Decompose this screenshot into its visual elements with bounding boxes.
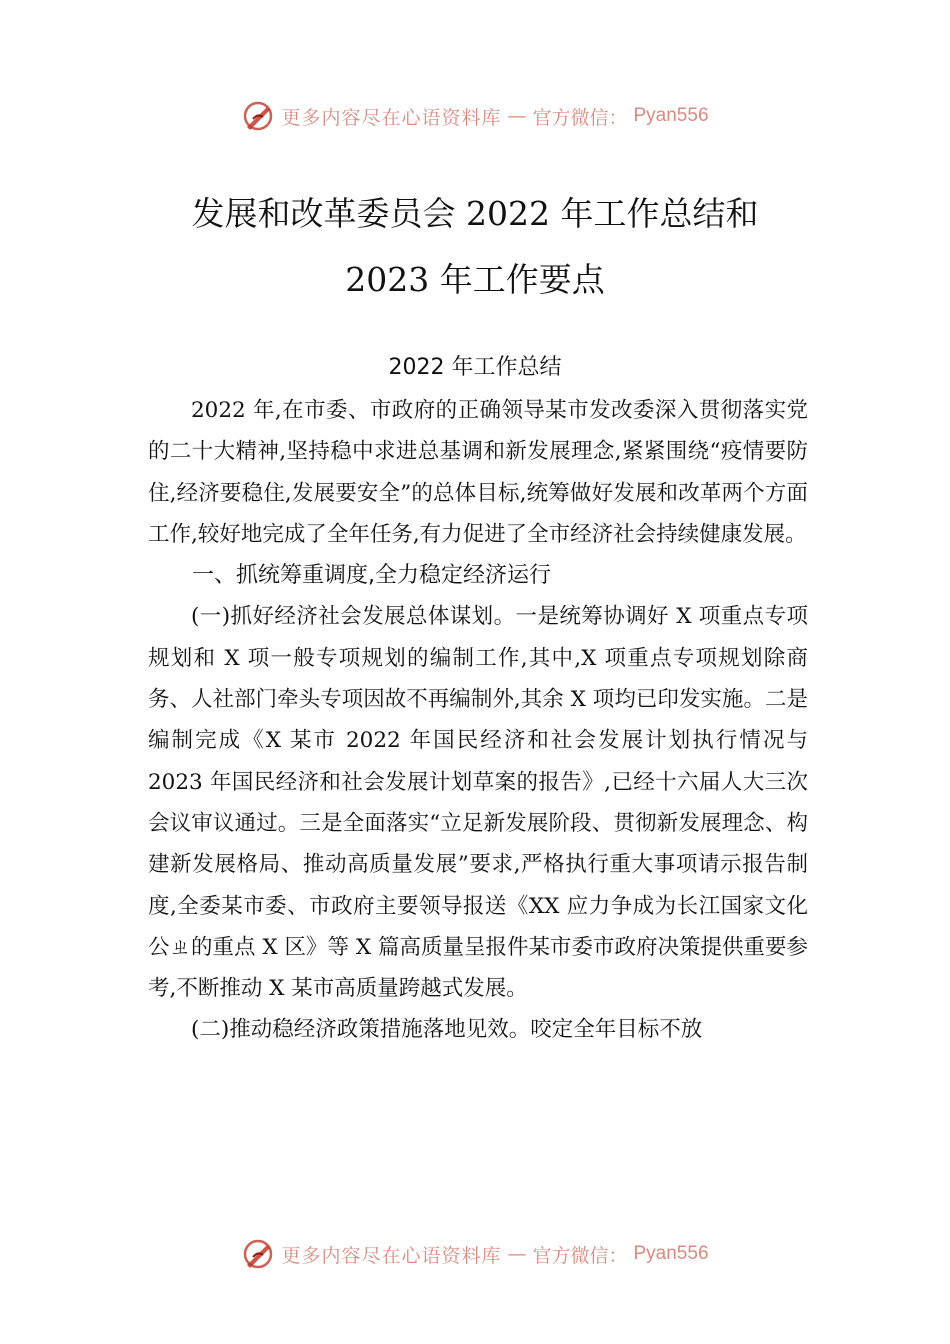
body-paragraph: (二)推动稳经济政策措施落地见效。咬定全年目标不放 <box>191 1017 703 1043</box>
document-title-line-2: 2023 年工作要点 <box>345 260 605 299</box>
document-body <box>148 390 808 1051</box>
heading-level-1: 一、抓统筹重调度,全力稳定经济运行 <box>192 563 551 589</box>
watermark-footer <box>0 1234 950 1274</box>
section-title: 2022 年工作总结 <box>388 355 562 380</box>
watermark-separator: — <box>507 105 527 127</box>
watermark-header <box>0 96 950 136</box>
watermark-text: 更多内容尽在心语资料库 <box>281 106 502 129</box>
watermark-contact-label: 官方微信： <box>532 1244 628 1267</box>
watermark-contact-id: Pyan556 <box>633 1243 709 1264</box>
watermark-text: 更多内容尽在心语资料库 <box>281 1244 502 1267</box>
watermark-contact-id: Pyan556 <box>633 105 709 126</box>
document-title-line-1: 发展和改革委员会 2022 年工作总结和 <box>191 194 759 233</box>
pen-logo-icon <box>241 1237 275 1271</box>
watermark-separator: — <box>507 1243 527 1265</box>
pen-logo-icon <box>241 99 275 133</box>
intro-paragraph: 2022 年,在市委、市政府的正确领导某市发改委深入贯彻落实党的二十大精神,坚持稳中求进总基调和新发展理念,紧紧围绕“疫情要防住,经济要稳住,发展要安全”的总体目标,统筹做好发展和改革两个方面工作,较好地完成了全年任务,有力促进了全市经济社会持续健康发展。 <box>148 398 808 547</box>
watermark-contact-label: 官方微信： <box>532 106 628 129</box>
body-paragraph: (一)抓好经济社会发展总体谋划。一是统筹协调好 X 项重点专项规划和 X 项一般专项规划的编制工作,其中,X 项重点专项规划除商务、人社部门牵头专项因故不再编制外,其余 X 项均已印发实施。二是编制完成《X 某市 2022 年国民经济和社会发展计划执行情况与 2023 年国民经济和社会发展计划草案的报告》,已经十六届人大三次会议审议通过。三是全面落实“立足新发展阶段、贯彻新发展理念、构建新发展格局、推动高质量发展”要求,严格执行重大事项请示报告制度,全委某市委、市政府主要领导报送《XX 应力争成为长江国家文化公ㄓ的重点 X 区》等 X 篇高质量呈报件某市委市政府决策提供重要参考,不断推动 X 某市高质量跨越式发展。 <box>148 604 808 1002</box>
